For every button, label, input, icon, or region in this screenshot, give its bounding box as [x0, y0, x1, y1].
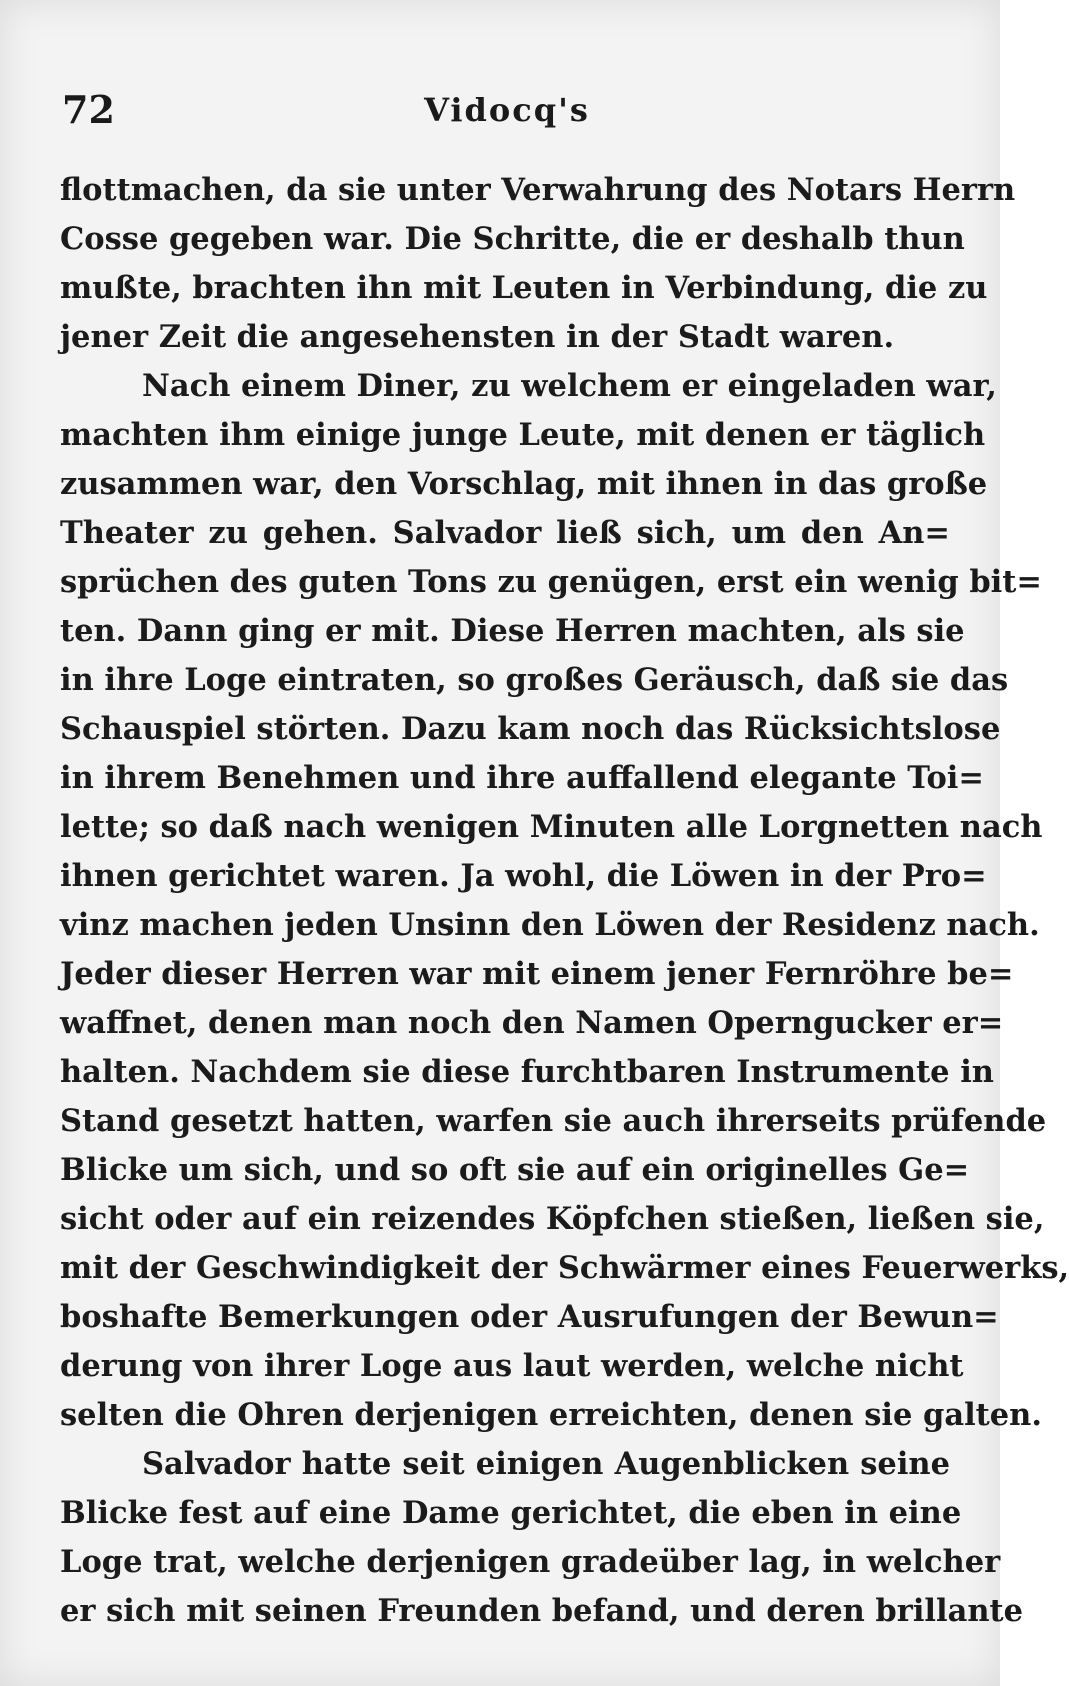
- text-line: mit der Geschwindigkeit der Schwärmer eines Feuerwerks,: [60, 1250, 1069, 1286]
- text-line: machten ihm einige junge Leute, mit denen er täglich: [60, 417, 986, 453]
- text-line: selten die Ohren derjenigen erreichten, denen sie galten.: [60, 1397, 1042, 1433]
- text-line: Blicke fest auf eine Dame gerichtet, die eben in eine: [60, 1495, 962, 1531]
- text-line: zusammen war, den Vorschlag, mit ihnen in das große: [60, 466, 988, 502]
- text-line: Loge trat, welche derjenigen gradeüber lag, in welcher: [60, 1544, 1001, 1580]
- body-text: [60, 166, 1069, 1636]
- text-line: er sich mit seinen Freunden befand, und deren brillante: [60, 1593, 1024, 1629]
- text-line: Blicke um sich, und so oft sie auf ein originelles Ge=: [60, 1152, 970, 1188]
- text-line: halten. Nachdem sie diese furchtbaren Instrumente in: [60, 1054, 994, 1090]
- text-line: ihnen gerichtet waren. Ja wohl, die Löwen in der Pro=: [60, 858, 987, 894]
- text-line: sicht oder auf ein reizendes Köpfchen stießen, ließen sie,: [60, 1201, 1045, 1237]
- page-number: 72: [62, 87, 115, 132]
- text-line: waffnet, denen man noch den Namen Operngucker er=: [60, 1005, 1004, 1041]
- page-header: [62, 82, 952, 138]
- text-line: Jeder dieser Herren war mit einem jener Fernröhre be=: [60, 956, 1014, 992]
- text-line: Schauspiel störten. Dazu kam noch das Rücksichtslose: [60, 711, 1001, 747]
- text-line: jener Zeit die angesehensten in der Stadt waren.: [60, 319, 895, 355]
- text-line: derung von ihrer Loge aus laut werden, welche nicht: [60, 1348, 964, 1384]
- text-line: lette; so daß nach wenigen Minuten alle Lorgnetten nach: [60, 809, 1043, 845]
- text-line: vinz machen jeden Unsinn den Löwen der Residenz nach.: [60, 907, 1040, 943]
- text-line: Theater zu gehen. Salvador ließ sich, um den An=: [60, 515, 950, 551]
- text-line: Nach einem Diner, zu welchem er eingeladen war,: [142, 368, 997, 404]
- text-line: ten. Dann ging er mit. Diese Herren machten, als sie: [60, 613, 965, 649]
- text-line: mußte, brachten ihn mit Leuten in Verbindung, die zu: [60, 270, 988, 306]
- text-line: flottmachen, da sie unter Verwahrung des Notars Herrn: [60, 172, 1016, 208]
- text-line: Salvador hatte seit einigen Augenblicken seine: [142, 1446, 950, 1482]
- text-line: in ihre Loge eintraten, so großes Geräusch, daß sie das: [60, 662, 1009, 698]
- text-line: Stand gesetzt hatten, warfen sie auch ihrerseits prüfende: [60, 1103, 1047, 1139]
- running-head: Vidocq's: [424, 91, 590, 129]
- text-line: boshafte Bemerkungen oder Ausrufungen der Bewun=: [60, 1299, 999, 1335]
- text-line: Cosse gegeben war. Die Schritte, die er deshalb thun: [60, 221, 965, 257]
- text-line: sprüchen des guten Tons zu genügen, erst ein wenig bit=: [60, 564, 1042, 600]
- text-line: in ihrem Benehmen und ihre auffallend elegante Toi=: [60, 760, 984, 796]
